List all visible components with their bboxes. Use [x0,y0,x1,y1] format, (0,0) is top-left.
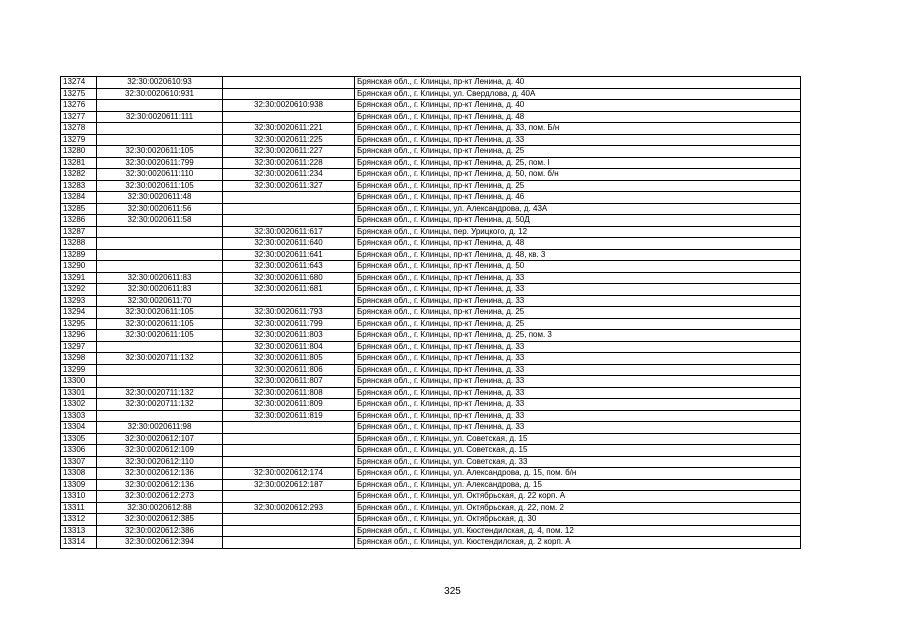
object-number-cell: 32:30:0020611:225 [223,134,355,146]
table-row [61,88,801,100]
parcel-number-cell [97,261,223,273]
parcel-number-cell: 32:30:0020610:93 [97,77,223,89]
address-cell: Брянская обл., г. Клинцы, пр-кт Ленина, д. 40 [355,100,801,112]
parcel-number-cell: 32:30:0020611:105 [97,180,223,192]
table-row [61,537,801,549]
parcel-number-cell [97,376,223,388]
address-cell: Брянская обл., г. Клинцы, пр-кт Ленина, д. 25 [355,318,801,330]
address-cell: Брянская обл., г. Клинцы, пр-кт Ленина, д. 50, пом. б/н [355,169,801,181]
object-number-cell [223,192,355,204]
row-number-cell: 13312 [61,514,97,526]
parcel-number-cell: 32:30:0020611:98 [97,422,223,434]
row-number-cell: 13302 [61,399,97,411]
object-number-cell: 32:30:0020612:187 [223,479,355,491]
address-cell: Брянская обл., г. Клинцы, пр-кт Ленина, д. 25 [355,180,801,192]
address-cell: Брянская обл., г. Клинцы, пер. Урицкого, д. 12 [355,226,801,238]
parcel-number-cell: 32:30:0020611:70 [97,295,223,307]
row-number-cell: 13285 [61,203,97,215]
address-cell: Брянская обл., г. Клинцы, пр-кт Ленина, д. 25 [355,146,801,158]
parcel-number-cell [97,410,223,422]
table-row [61,249,801,261]
object-number-cell [223,456,355,468]
parcel-number-cell [97,238,223,250]
address-cell: Брянская обл., г. Клинцы, пр-кт Ленина, д. 33 [355,376,801,388]
parcel-number-cell: 32:30:0020611:48 [97,192,223,204]
row-number-cell: 13308 [61,468,97,480]
row-number-cell: 13300 [61,376,97,388]
object-number-cell: 32:30:0020611:641 [223,249,355,261]
object-number-cell: 32:30:0020611:803 [223,330,355,342]
parcel-number-cell: 32:30:0020612:107 [97,433,223,445]
address-cell: Брянская обл., г. Клинцы, пр-кт Ленина, д. 50Д [355,215,801,227]
object-number-cell [223,445,355,457]
address-cell: Брянская обл., г. Клинцы, пр-кт Ленина, д. 25, пом. I [355,157,801,169]
table-row [61,295,801,307]
parcel-number-cell: 32:30:0020610:931 [97,88,223,100]
parcel-number-cell: 32:30:0020711:132 [97,387,223,399]
object-number-cell [223,491,355,503]
address-cell: Брянская обл., г. Клинцы, ул. Александрова, д. 15 [355,479,801,491]
address-cell: Брянская обл., г. Клинцы, ул. Свердлова, д. 40А [355,88,801,100]
row-number-cell: 13299 [61,364,97,376]
parcel-number-cell: 32:30:0020611:105 [97,318,223,330]
table-row [61,180,801,192]
address-cell: Брянская обл., г. Клинцы, ул. Советская, д. 15 [355,445,801,457]
address-cell: Брянская обл., г. Клинцы, ул. Кюстендилская, д. 2 корп. А [355,537,801,549]
table-row [61,100,801,112]
table-row [61,410,801,422]
row-number-cell: 13279 [61,134,97,146]
address-cell: Брянская обл., г. Клинцы, пр-кт Ленина, д. 48 [355,238,801,250]
row-number-cell: 13294 [61,307,97,319]
object-number-cell [223,525,355,537]
table-row [61,330,801,342]
address-cell: Брянская обл., г. Клинцы, ул. Советская, д. 33 [355,456,801,468]
address-cell: Брянская обл., г. Клинцы, пр-кт Ленина, д. 40 [355,77,801,89]
address-cell: Брянская обл., г. Клинцы, ул. Октябрьская, д. 22 корп. А [355,491,801,503]
row-number-cell: 13313 [61,525,97,537]
row-number-cell: 13292 [61,284,97,296]
row-number-cell: 13309 [61,479,97,491]
parcel-number-cell [97,134,223,146]
address-cell: Брянская обл., г. Клинцы, пр-кт Ленина, д. 46 [355,192,801,204]
table-row [61,238,801,250]
object-number-cell [223,203,355,215]
object-number-cell: 32:30:0020611:221 [223,123,355,135]
parcel-number-cell [97,123,223,135]
table-row [61,491,801,503]
table-row [61,387,801,399]
address-cell: Брянская обл., г. Клинцы, пр-кт Ленина, д. 33 [355,364,801,376]
table-row [61,399,801,411]
row-number-cell: 13296 [61,330,97,342]
object-number-cell: 32:30:0020611:643 [223,261,355,273]
table-row [61,157,801,169]
object-number-cell: 32:30:0020611:680 [223,272,355,284]
parcel-number-cell: 32:30:0020612:136 [97,479,223,491]
table-row [61,364,801,376]
parcel-number-cell [97,364,223,376]
address-cell: Брянская обл., г. Клинцы, пр-кт Ленина, д. 33 [355,341,801,353]
parcel-number-cell: 32:30:0020612:394 [97,537,223,549]
table-row [61,146,801,158]
object-number-cell: 32:30:0020611:617 [223,226,355,238]
address-cell: Брянская обл., г. Клинцы, пр-кт Ленина, д. 33, пом. Б/н [355,123,801,135]
page-number: 325 [444,586,461,597]
parcel-number-cell: 32:30:0020612:273 [97,491,223,503]
object-number-cell: 32:30:0020611:228 [223,157,355,169]
parcel-number-cell [97,341,223,353]
address-cell: Брянская обл., г. Клинцы, ул. Александрова, д. 43А [355,203,801,215]
object-number-cell [223,295,355,307]
object-number-cell [223,537,355,549]
row-number-cell: 13314 [61,537,97,549]
parcel-number-cell: 32:30:0020612:88 [97,502,223,514]
address-cell: Брянская обл., г. Клинцы, пр-кт Ленина, д. 33 [355,399,801,411]
row-number-cell: 13277 [61,111,97,123]
row-number-cell: 13310 [61,491,97,503]
address-cell: Брянская обл., г. Клинцы, пр-кт Ленина, д. 33 [355,295,801,307]
row-number-cell: 13289 [61,249,97,261]
parcel-number-cell [97,226,223,238]
object-number-cell: 32:30:0020611:804 [223,341,355,353]
table-row [61,479,801,491]
address-cell: Брянская обл., г. Клинцы, пр-кт Ленина, д. 33 [355,134,801,146]
table-row [61,261,801,273]
row-number-cell: 13295 [61,318,97,330]
parcel-number-cell: 32:30:0020611:105 [97,146,223,158]
row-number-cell: 13276 [61,100,97,112]
object-number-cell: 32:30:0020611:799 [223,318,355,330]
row-number-cell: 13301 [61,387,97,399]
object-number-cell [223,111,355,123]
parcel-number-cell: 32:30:0020611:83 [97,272,223,284]
row-number-cell: 13281 [61,157,97,169]
row-number-cell: 13287 [61,226,97,238]
object-number-cell: 32:30:0020611:793 [223,307,355,319]
table-row [61,307,801,319]
table-row [61,502,801,514]
table-row [61,169,801,181]
address-cell: Брянская обл., г. Клинцы, пр-кт Ленина, д. 50 [355,261,801,273]
object-number-cell [223,77,355,89]
row-number-cell: 13278 [61,123,97,135]
parcel-number-cell [97,249,223,261]
object-number-cell: 32:30:0020610:938 [223,100,355,112]
object-number-cell [223,215,355,227]
row-number-cell: 13304 [61,422,97,434]
table-row [61,456,801,468]
row-number-cell: 13283 [61,180,97,192]
table-row [61,525,801,537]
parcel-number-cell: 32:30:0020611:105 [97,330,223,342]
address-cell: Брянская обл., г. Клинцы, пр-кт Ленина, д. 25 [355,307,801,319]
row-number-cell: 13303 [61,410,97,422]
table-row [61,77,801,89]
table-row [61,468,801,480]
object-number-cell [223,422,355,434]
address-cell: Брянская обл., г. Клинцы, пр-кт Ленина, д. 33 [355,272,801,284]
row-number-cell: 13298 [61,353,97,365]
address-cell: Брянская обл., г. Клинцы, ул. Советская, д. 15 [355,433,801,445]
object-number-cell: 32:30:0020611:819 [223,410,355,422]
table-row [61,422,801,434]
row-number-cell: 13290 [61,261,97,273]
row-number-cell: 13305 [61,433,97,445]
address-cell: Брянская обл., г. Клинцы, пр-кт Ленина, д. 25, пом. 3 [355,330,801,342]
table-row [61,433,801,445]
address-cell: Брянская обл., г. Клинцы, пр-кт Ленина, д. 33 [355,284,801,296]
row-number-cell: 13297 [61,341,97,353]
object-number-cell: 32:30:0020611:327 [223,180,355,192]
parcel-number-cell: 32:30:0020611:83 [97,284,223,296]
parcel-number-cell: 32:30:0020612:136 [97,468,223,480]
object-number-cell: 32:30:0020611:808 [223,387,355,399]
object-number-cell: 32:30:0020611:234 [223,169,355,181]
address-cell: Брянская обл., г. Клинцы, ул. Кюстендилская, д. 4, пом. 12 [355,525,801,537]
object-number-cell: 32:30:0020612:174 [223,468,355,480]
address-cell: Брянская обл., г. Клинцы, пр-кт Ленина, д. 48 [355,111,801,123]
parcel-number-cell: 32:30:0020711:132 [97,399,223,411]
table-row [61,284,801,296]
table-row [61,341,801,353]
row-number-cell: 13288 [61,238,97,250]
address-cell: Брянская обл., г. Клинцы, ул. Октябрьская, д. 30 [355,514,801,526]
row-number-cell: 13280 [61,146,97,158]
parcel-number-cell: 32:30:0020611:110 [97,169,223,181]
parcel-number-cell [97,100,223,112]
parcel-number-cell: 32:30:0020612:386 [97,525,223,537]
row-number-cell: 13291 [61,272,97,284]
row-number-cell: 13286 [61,215,97,227]
object-number-cell: 32:30:0020612:293 [223,502,355,514]
table-body [61,77,801,549]
table-row [61,318,801,330]
row-number-cell: 13293 [61,295,97,307]
table-row [61,445,801,457]
parcel-number-cell: 32:30:0020611:105 [97,307,223,319]
object-number-cell: 32:30:0020611:807 [223,376,355,388]
table-row [61,514,801,526]
object-number-cell [223,88,355,100]
parcel-number-cell: 32:30:0020612:109 [97,445,223,457]
object-number-cell: 32:30:0020611:805 [223,353,355,365]
row-number-cell: 13311 [61,502,97,514]
table-row [61,272,801,284]
address-cell: Брянская обл., г. Клинцы, пр-кт Ленина, д. 33 [355,422,801,434]
object-number-cell [223,433,355,445]
parcel-number-cell: 32:30:0020611:799 [97,157,223,169]
table-row [61,203,801,215]
table-row [61,123,801,135]
parcel-number-cell: 32:30:0020711:132 [97,353,223,365]
object-number-cell [223,514,355,526]
parcel-number-cell: 32:30:0020611:58 [97,215,223,227]
row-number-cell: 13306 [61,445,97,457]
address-cell: Брянская обл., г. Клинцы, пр-кт Ленина, д. 48, кв. 3 [355,249,801,261]
object-number-cell: 32:30:0020611:806 [223,364,355,376]
address-cell: Брянская обл., г. Клинцы, пр-кт Ленина, д. 33 [355,410,801,422]
object-number-cell: 32:30:0020611:809 [223,399,355,411]
table-row [61,215,801,227]
table-row [61,353,801,365]
row-number-cell: 13275 [61,88,97,100]
cadastral-table [60,76,801,549]
table-row [61,376,801,388]
table-row [61,134,801,146]
parcel-number-cell: 32:30:0020611:111 [97,111,223,123]
table-row [61,226,801,238]
parcel-number-cell: 32:30:0020611:56 [97,203,223,215]
table-row [61,192,801,204]
table-row [61,111,801,123]
row-number-cell: 13274 [61,77,97,89]
object-number-cell: 32:30:0020611:227 [223,146,355,158]
address-cell: Брянская обл., г. Клинцы, ул. Октябрьская, д. 22, пом. 2 [355,502,801,514]
row-number-cell: 13307 [61,456,97,468]
object-number-cell: 32:30:0020611:681 [223,284,355,296]
parcel-number-cell: 32:30:0020612:110 [97,456,223,468]
parcel-number-cell: 32:30:0020612:385 [97,514,223,526]
row-number-cell: 13282 [61,169,97,181]
address-cell: Брянская обл., г. Клинцы, пр-кт Ленина, д. 33 [355,353,801,365]
row-number-cell: 13284 [61,192,97,204]
address-cell: Брянская обл., г. Клинцы, ул. Александрова, д. 15, пом. б/н [355,468,801,480]
address-cell: Брянская обл., г. Клинцы, пр-кт Ленина, д. 33 [355,387,801,399]
object-number-cell: 32:30:0020611:640 [223,238,355,250]
